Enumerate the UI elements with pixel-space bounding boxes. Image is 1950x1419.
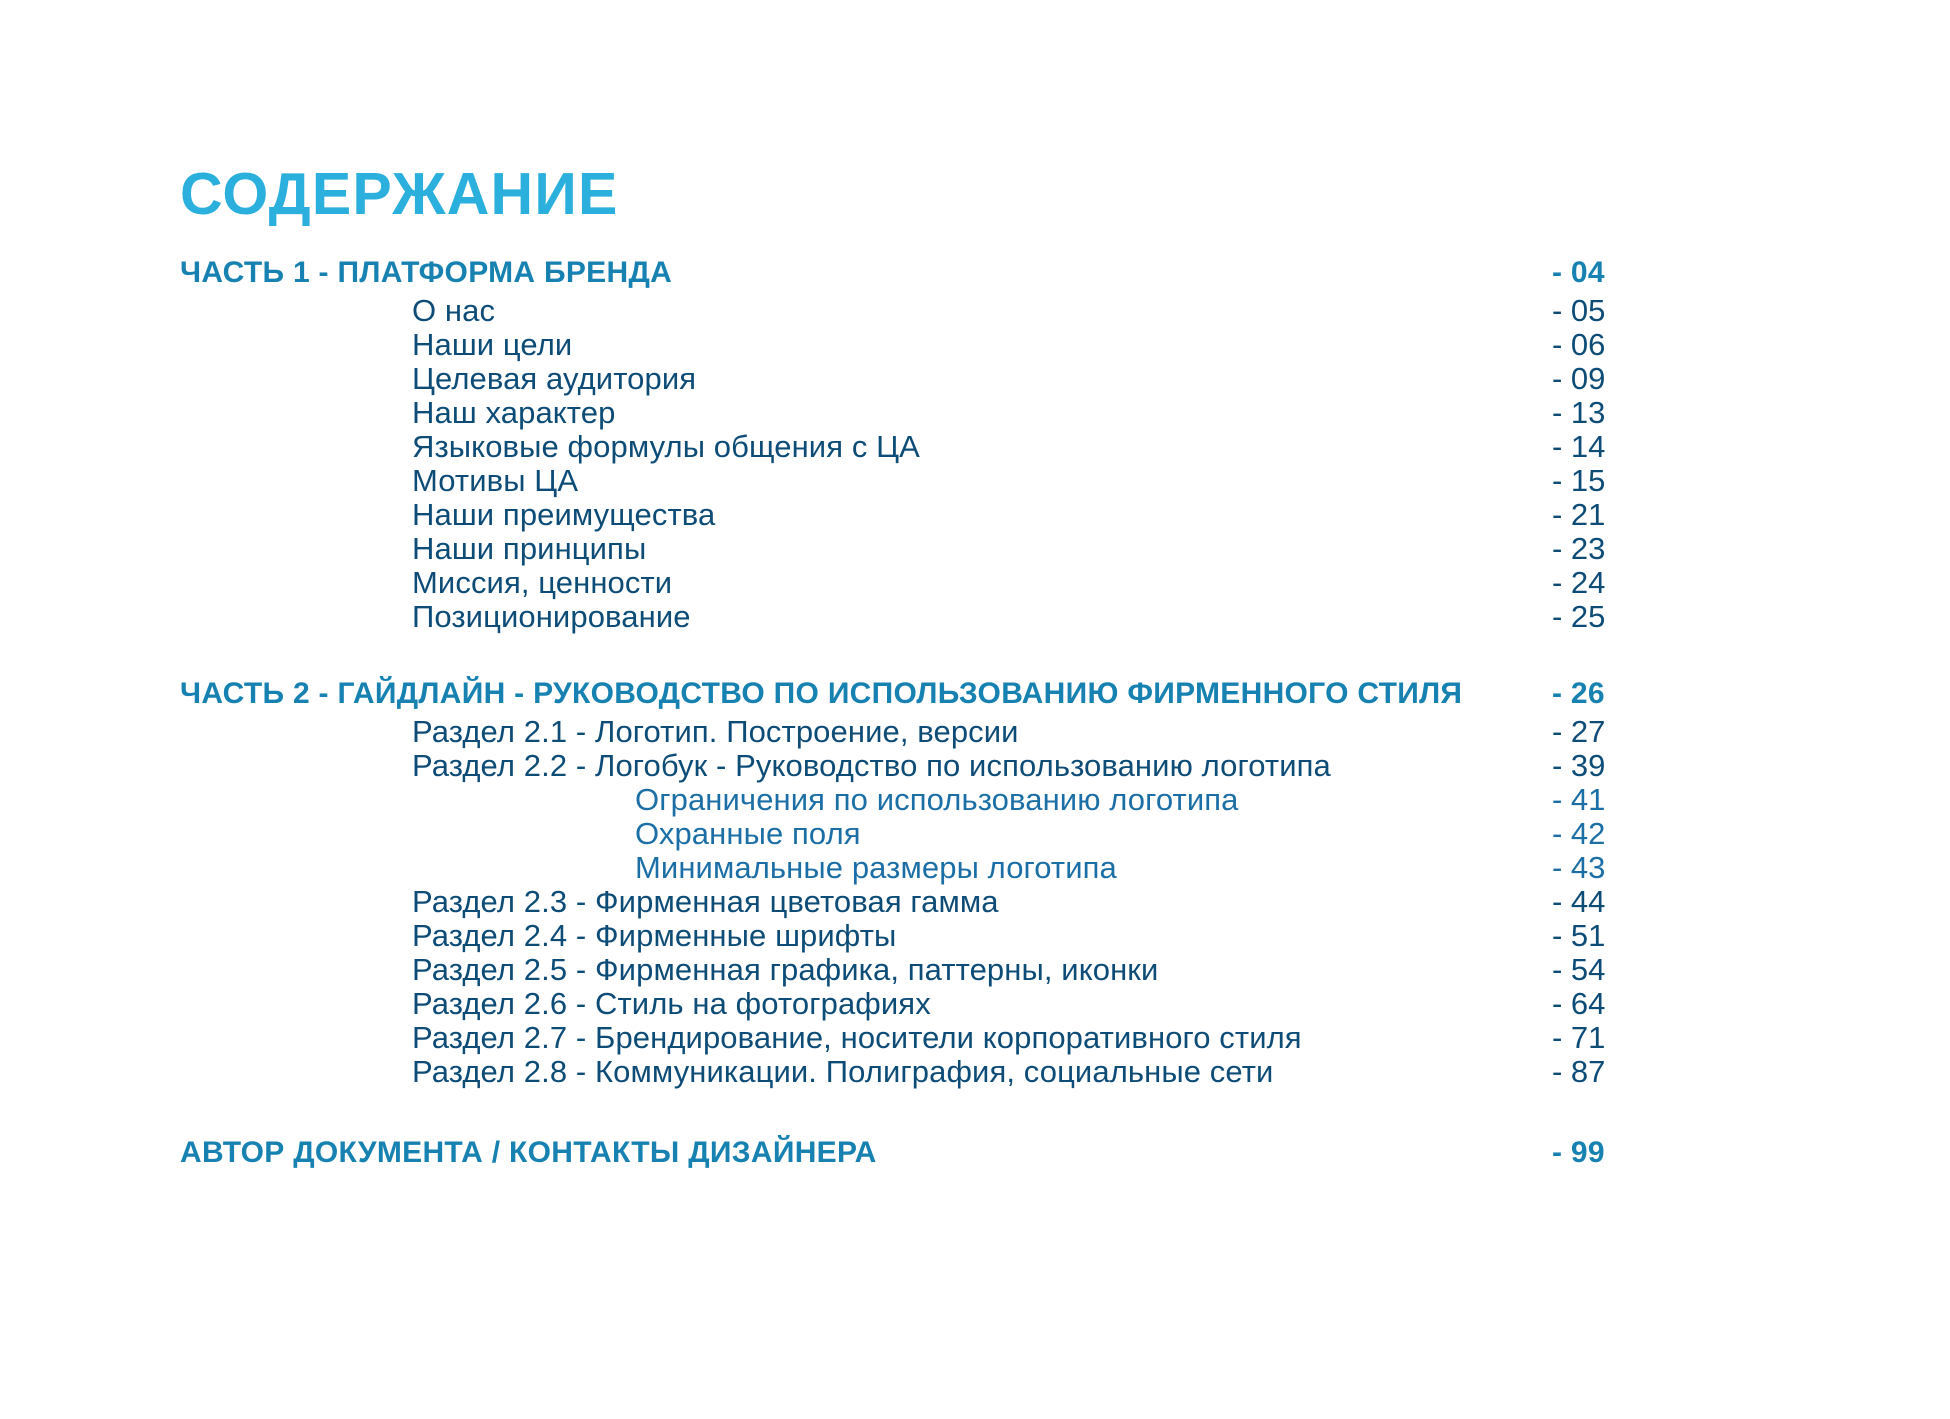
toc-entry[interactable]: [180, 465, 1670, 496]
toc-footer-page-number: - 99: [1552, 1136, 1605, 1169]
toc-entry[interactable]: [180, 499, 1670, 530]
toc-entry-label: Наши цели: [412, 327, 573, 362]
toc-entry-page-number: - 71: [1552, 1020, 1606, 1055]
footer-spacer: [180, 1090, 1670, 1138]
toc-section-page-number: - 04: [1552, 256, 1605, 289]
toc-entry[interactable]: [180, 295, 1670, 326]
toc-entry[interactable]: [180, 329, 1670, 360]
toc-entry-page-number: - 23: [1552, 531, 1606, 566]
toc-entry-label: Позиционирование: [412, 599, 691, 634]
toc-entry[interactable]: [180, 750, 1670, 781]
toc-entry-label: Раздел 2.6 - Стиль на фотографиях: [412, 986, 931, 1021]
toc-subentry[interactable]: [180, 852, 1670, 883]
toc-entry-label: Раздел 2.7 - Брендирование, носители корпоративного стиля: [412, 1020, 1302, 1055]
toc-entry-label: Раздел 2.4 - Фирменные шрифты: [412, 918, 897, 953]
toc-entry-label: О нас: [412, 293, 496, 328]
page-title: СОДЕРЖАНИЕ: [180, 161, 619, 227]
toc-subentry-label: Охранные поля: [635, 816, 861, 851]
toc-entry-page-number: - 13: [1552, 395, 1606, 430]
toc-entry[interactable]: [180, 1056, 1670, 1087]
toc-entry-label: Раздел 2.2 - Логобук - Руководство по использованию логотипа: [412, 748, 1331, 783]
toc-entry-page-number: - 25: [1552, 599, 1606, 634]
toc-subentry-page-number: - 43: [1552, 850, 1606, 885]
toc-entry-page-number: - 44: [1552, 884, 1606, 919]
toc-section-heading-part-2[interactable]: [180, 679, 1670, 709]
toc-subentry-page-number: - 41: [1552, 782, 1606, 817]
toc-footer-entry[interactable]: [180, 1138, 1670, 1168]
toc-entry[interactable]: [180, 397, 1670, 428]
toc-entry-page-number: - 14: [1552, 429, 1606, 464]
toc-entry[interactable]: [180, 431, 1670, 462]
toc-entry-label: Миссия, ценности: [412, 565, 673, 600]
toc-entry-label: Раздел 2.5 - Фирменная графика, паттерны, иконки: [412, 952, 1159, 987]
table-of-contents: [180, 161, 1670, 1169]
toc-entry[interactable]: [180, 716, 1670, 747]
section-spacer: [180, 635, 1670, 679]
toc-entry[interactable]: [180, 363, 1670, 394]
toc-subentry-page-number: - 42: [1552, 816, 1606, 851]
toc-entry-label: Раздел 2.3 - Фирменная цветовая гамма: [412, 884, 999, 919]
toc-section-heading-label: ЧАСТЬ 2 - ГАЙДЛАЙН - РУКОВОДСТВО ПО ИСПОЛЬЗОВАНИЮ ФИРМЕННОГО СТИЛЯ: [180, 677, 1463, 710]
toc-entry-page-number: - 39: [1552, 748, 1606, 783]
toc-entry-label: Раздел 2.8 - Коммуникации. Полиграфия, социальные сети: [412, 1054, 1274, 1089]
toc-entry-label: Наш характер: [412, 395, 616, 430]
toc-entry-page-number: - 05: [1552, 293, 1606, 328]
toc-entry-label: Языковые формулы общения с ЦА: [412, 429, 920, 464]
toc-entry[interactable]: [180, 920, 1670, 951]
toc-entry[interactable]: [180, 601, 1670, 632]
toc-entry-page-number: - 64: [1552, 986, 1606, 1021]
toc-entry[interactable]: [180, 886, 1670, 917]
toc-entry-label: Мотивы ЦА: [412, 463, 579, 498]
toc-entry-page-number: - 09: [1552, 361, 1606, 396]
toc-entry[interactable]: [180, 567, 1670, 598]
toc-entry[interactable]: [180, 1022, 1670, 1053]
toc-entry-page-number: - 06: [1552, 327, 1606, 362]
toc-entry-page-number: - 27: [1552, 714, 1606, 749]
toc-entry-page-number: - 21: [1552, 497, 1606, 532]
toc-entry[interactable]: [180, 988, 1670, 1019]
toc-section-page-number: - 26: [1552, 677, 1605, 710]
toc-entry-label: Раздел 2.1 - Логотип. Построение, версии: [412, 714, 1019, 749]
toc-entry-page-number: - 87: [1552, 1054, 1606, 1089]
toc-entry-page-number: - 51: [1552, 918, 1606, 953]
toc-section-heading-label: ЧАСТЬ 1 - ПЛАТФОРМА БРЕНДА: [180, 256, 673, 289]
toc-section-heading-part-1[interactable]: [180, 258, 1670, 288]
toc-entry-label: Наши преимущества: [412, 497, 716, 532]
toc-subentry-label: Ограничения по использованию логотипа: [635, 782, 1239, 817]
toc-entry-page-number: - 24: [1552, 565, 1606, 600]
toc-entry-page-number: - 15: [1552, 463, 1606, 498]
toc-subentry[interactable]: [180, 784, 1670, 815]
toc-subentry[interactable]: [180, 818, 1670, 849]
toc-entry-page-number: - 54: [1552, 952, 1606, 987]
toc-entry[interactable]: [180, 533, 1670, 564]
toc-subentry-label: Минимальные размеры логотипа: [635, 850, 1117, 885]
toc-entry-label: Наши принципы: [412, 531, 647, 566]
toc-entry-label: Целевая аудитория: [412, 361, 697, 396]
toc-footer-label: АВТОР ДОКУМЕНТА / КОНТАКТЫ ДИЗАЙНЕРА: [180, 1136, 877, 1169]
toc-entry[interactable]: [180, 954, 1670, 985]
